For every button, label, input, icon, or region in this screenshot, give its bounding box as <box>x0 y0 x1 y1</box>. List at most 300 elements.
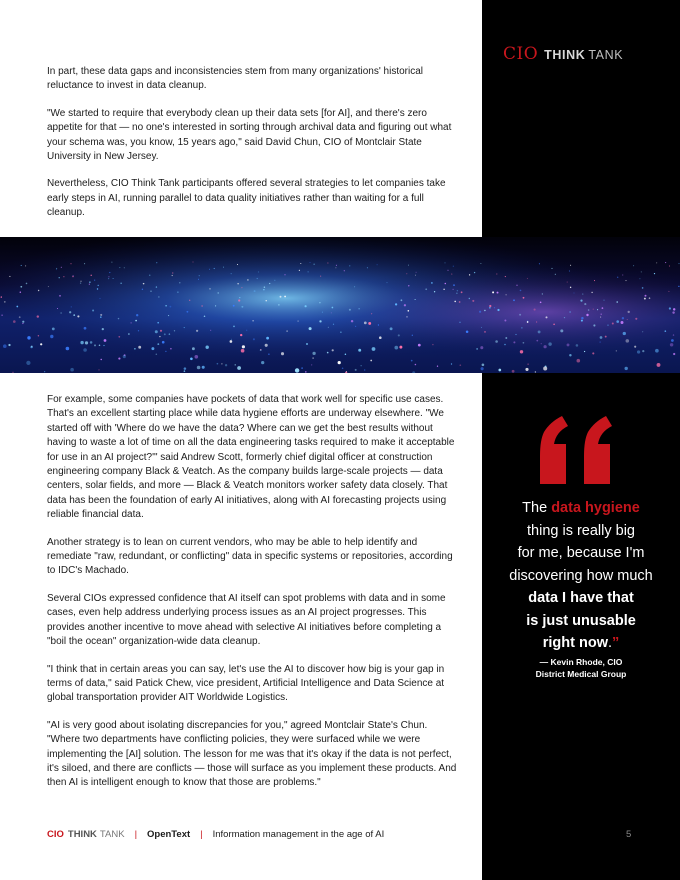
data-particle <box>80 281 82 283</box>
data-particle <box>654 273 655 274</box>
data-particle <box>332 307 334 309</box>
data-particle <box>626 339 630 343</box>
data-particle <box>206 346 209 349</box>
data-particle <box>335 267 336 268</box>
data-particle <box>555 274 556 275</box>
data-particle <box>111 262 112 263</box>
data-particle <box>118 336 120 338</box>
data-particle <box>540 301 542 303</box>
data-particle <box>138 330 139 331</box>
data-particle <box>361 365 362 366</box>
data-particle <box>233 305 235 307</box>
data-particle <box>235 364 236 365</box>
data-particle <box>496 273 497 274</box>
data-particle <box>621 321 624 324</box>
data-particle <box>85 341 88 344</box>
data-particle <box>165 305 167 307</box>
data-particle <box>497 292 499 294</box>
data-particle <box>202 366 205 369</box>
data-particle <box>459 322 460 323</box>
data-particle <box>72 275 73 276</box>
data-particle <box>164 333 166 335</box>
data-particle <box>673 334 674 335</box>
data-particle <box>482 363 485 366</box>
data-particle <box>201 305 203 307</box>
data-particle <box>551 268 552 269</box>
data-particle <box>119 267 120 268</box>
data-particle <box>481 327 482 328</box>
data-particle <box>13 320 16 323</box>
data-particle <box>459 364 461 366</box>
data-particle <box>359 308 360 309</box>
data-particle <box>215 305 216 306</box>
data-particle <box>284 296 286 298</box>
data-particle <box>544 345 547 348</box>
data-particle <box>20 291 21 292</box>
data-particle <box>577 359 581 363</box>
data-particle <box>264 286 265 287</box>
data-particle <box>588 309 590 311</box>
data-particle <box>331 312 332 313</box>
data-particle <box>484 310 485 311</box>
data-particle <box>281 352 284 355</box>
data-particle <box>513 299 515 301</box>
data-particle <box>512 370 515 373</box>
data-particle <box>564 317 565 318</box>
data-particle <box>104 339 107 342</box>
data-particle <box>657 363 661 367</box>
data-particle <box>61 267 62 268</box>
data-particle <box>210 330 211 331</box>
data-particle <box>56 268 57 269</box>
data-particle <box>231 339 232 340</box>
data-particle <box>204 315 206 317</box>
data-particle <box>481 367 484 370</box>
data-particle <box>214 268 215 269</box>
data-particle <box>355 369 357 371</box>
quote-highlight: data hygiene <box>551 500 640 516</box>
data-particle <box>494 307 495 308</box>
data-particle <box>584 351 585 352</box>
open-quote-icon <box>482 410 680 500</box>
data-particle <box>504 344 506 346</box>
data-particle <box>233 326 235 328</box>
data-particle <box>633 265 634 266</box>
data-particle <box>77 315 79 317</box>
data-particle <box>123 355 126 358</box>
data-particle <box>193 262 194 263</box>
data-particle <box>241 287 242 288</box>
data-particle <box>266 337 269 340</box>
data-particle <box>239 297 240 298</box>
data-particle <box>607 325 608 326</box>
data-particle <box>548 342 551 345</box>
data-particle <box>601 314 602 315</box>
data-particle <box>527 363 528 364</box>
data-particle <box>238 299 240 301</box>
data-particle <box>378 324 379 325</box>
data-particle <box>38 290 39 291</box>
data-particle <box>197 366 201 370</box>
data-particle <box>591 292 592 293</box>
data-particle <box>209 288 210 289</box>
data-particle <box>9 276 10 277</box>
data-particle <box>639 278 640 279</box>
data-particle <box>174 330 175 331</box>
data-particle <box>349 309 351 311</box>
body-paragraph-3: Several CIOs expressed confidence that AI itself can spot problems with data and in some cases, even help address underlying process issues as an AI project progresses. This provides another incentive to move ahead with selective AI initiatives before completing a "boil the ocean" organization-wide data cleanup. <box>47 592 446 648</box>
data-particle <box>319 320 321 322</box>
data-particle <box>48 286 49 287</box>
pull-quote <box>492 497 670 655</box>
data-particle <box>567 343 570 346</box>
data-particle <box>59 277 60 278</box>
data-particle <box>155 330 158 333</box>
data-particles-image <box>0 237 680 373</box>
body-paragraph-2: Another strategy is to lean on current vendors, who may be able to help identify and remediate "raw, redundant, or conflicting" data in specific systems or repositories, according to IDC's Machado. <box>47 536 453 577</box>
data-particle <box>668 291 669 292</box>
data-particle <box>231 273 232 274</box>
data-particle <box>3 344 7 348</box>
data-particle <box>8 344 10 346</box>
data-particle <box>19 316 21 318</box>
data-particle <box>102 328 104 330</box>
data-particle <box>370 360 372 362</box>
data-particle <box>505 294 506 295</box>
data-particle <box>669 265 670 266</box>
data-particle <box>168 315 169 316</box>
data-particle <box>297 320 298 321</box>
data-particle <box>172 275 173 276</box>
data-particle <box>603 300 604 301</box>
data-particle <box>92 309 94 311</box>
data-particle <box>118 358 120 360</box>
data-particle <box>525 368 528 371</box>
data-particle <box>437 366 438 367</box>
intro-text <box>47 65 461 234</box>
data-particle <box>314 264 315 265</box>
data-particle <box>513 341 515 343</box>
data-particle <box>505 276 506 277</box>
data-particle <box>408 265 409 266</box>
data-particle <box>669 307 671 309</box>
data-particle <box>184 327 185 328</box>
data-particle <box>451 273 452 274</box>
data-particle <box>665 330 667 332</box>
data-particle <box>386 282 387 283</box>
data-particle <box>642 287 644 289</box>
body-text <box>47 393 461 804</box>
data-particle <box>25 265 26 266</box>
data-particle <box>237 283 238 284</box>
data-particle <box>136 314 138 316</box>
data-particle <box>580 300 582 302</box>
data-particle <box>349 265 350 266</box>
data-particle <box>265 344 268 347</box>
data-particle <box>456 293 457 294</box>
data-particle <box>196 330 198 332</box>
data-particle <box>342 367 344 369</box>
data-particle <box>254 290 256 292</box>
data-particle <box>322 312 323 313</box>
data-particle <box>586 314 588 316</box>
data-particle <box>190 357 193 360</box>
data-particle <box>305 371 307 373</box>
data-particle <box>194 355 198 359</box>
data-particle <box>22 323 23 324</box>
data-particle <box>261 361 264 364</box>
data-particle <box>301 367 303 369</box>
data-particle <box>237 366 241 370</box>
data-particle <box>57 308 58 309</box>
data-particle <box>159 336 160 337</box>
data-particle <box>100 316 101 317</box>
data-particle <box>184 370 186 372</box>
data-particle <box>98 285 99 286</box>
data-particle <box>280 296 282 298</box>
data-particle <box>274 280 275 281</box>
data-particle <box>472 300 474 302</box>
data-particle <box>377 264 378 265</box>
data-particle <box>172 272 173 273</box>
data-particle <box>97 288 98 289</box>
data-particle <box>504 320 506 322</box>
data-particle <box>230 340 233 343</box>
data-particle <box>252 320 254 322</box>
data-particle <box>645 295 647 297</box>
body-paragraph-1: For example, some companies have pockets of data that work well for specific use cases. That's an excellent starting place while data hygiene efforts are underway elsewhere. "We started off with 'Where do we have the data? Where can we get the best results without having to waste a lot of time on all the data engineering tasks required to make it acceptable for use in an AI project?'" said Andrew Scott, formerly chief digital officer at construction engineering company Black & Veatch. As the company builds large-scale projects — data centers, solar fields, and more — Black & Veatch monitors worker safety data closely. That data has been the foundation of early AI initiatives, along with AI forecasting projects using reliable financial data. <box>47 394 455 521</box>
data-particle <box>358 349 361 352</box>
data-particle <box>37 315 39 317</box>
data-particle <box>150 290 152 292</box>
data-particle <box>573 292 574 293</box>
footer-title: Information management in the age of AI <box>212 829 385 840</box>
data-particle <box>103 345 104 346</box>
data-particle <box>492 291 494 293</box>
data-particle <box>308 271 309 272</box>
attribution-org: District Medical Group <box>535 669 627 679</box>
data-particle <box>320 276 321 277</box>
data-particle <box>672 311 674 313</box>
data-particle <box>469 274 470 275</box>
data-particle <box>327 352 329 354</box>
data-particle <box>162 341 165 344</box>
data-particle <box>169 333 171 335</box>
data-particle <box>237 264 238 265</box>
data-particle <box>69 311 71 313</box>
data-particle <box>593 324 595 326</box>
data-particle <box>108 278 109 279</box>
data-particle <box>221 363 222 364</box>
data-particle <box>480 346 483 349</box>
data-particle <box>26 283 28 285</box>
logo-cio: CIO <box>503 44 539 64</box>
data-particle <box>569 271 570 272</box>
data-particle <box>655 349 659 353</box>
data-particle <box>246 330 247 331</box>
data-particle <box>138 346 141 349</box>
data-particle <box>179 282 180 283</box>
data-particle <box>109 272 110 273</box>
data-particle <box>451 363 452 364</box>
quote-line-6: is just unusable <box>526 612 636 629</box>
data-particle <box>70 368 74 372</box>
data-particle <box>641 271 642 272</box>
data-particle <box>445 262 446 263</box>
data-particle <box>263 289 264 290</box>
data-particle <box>56 269 57 270</box>
data-particle <box>432 344 433 345</box>
quote-line-4: discovering how much <box>509 567 653 584</box>
data-particle <box>576 344 579 347</box>
sidebar-top-panel <box>482 0 680 237</box>
data-particle <box>50 335 53 338</box>
intro-paragraph-1: In part, these data gaps and inconsistencies stem from many organizations' historical reluctance to invest in data cleanup. <box>47 66 423 92</box>
data-particle <box>497 309 499 311</box>
data-particle <box>678 286 679 287</box>
data-particle <box>418 344 421 347</box>
data-particle <box>593 309 594 310</box>
data-particle <box>52 327 55 330</box>
attribution-name: — Kevin Rhode, CIO <box>539 657 623 667</box>
data-particle <box>523 342 525 344</box>
data-particle <box>84 263 85 264</box>
data-particle <box>170 306 172 308</box>
data-particle <box>80 341 83 344</box>
data-particle <box>545 316 547 318</box>
data-particle <box>535 371 536 372</box>
data-particle <box>401 299 403 301</box>
data-particle <box>560 329 563 332</box>
footer-think: THINK <box>67 829 97 840</box>
data-particle <box>642 331 643 332</box>
data-particle <box>143 283 145 285</box>
data-particle <box>415 299 416 300</box>
data-particle <box>184 367 187 370</box>
data-particle <box>27 336 30 339</box>
data-particle <box>367 267 368 268</box>
data-particle <box>582 294 583 295</box>
data-particle <box>542 293 543 294</box>
data-particle <box>479 311 481 313</box>
data-particle <box>134 348 136 350</box>
data-particle <box>336 265 337 266</box>
data-particle <box>476 348 478 350</box>
data-particle <box>305 305 307 307</box>
data-particle <box>505 337 507 339</box>
data-particle <box>149 275 150 276</box>
data-particle <box>404 304 406 306</box>
data-particle <box>4 301 6 303</box>
data-particle <box>351 320 353 322</box>
data-particle <box>157 343 159 345</box>
data-particle <box>527 278 528 279</box>
data-particle <box>538 330 541 333</box>
data-particle <box>600 336 603 339</box>
data-particle <box>309 327 312 330</box>
data-particle <box>515 334 516 335</box>
data-particle <box>594 280 595 281</box>
data-particle <box>679 263 680 264</box>
data-particle <box>217 292 218 293</box>
data-particle <box>165 351 166 352</box>
data-particle <box>644 298 646 300</box>
data-particle <box>443 289 444 290</box>
data-particle <box>600 317 601 318</box>
intro-paragraph-3: Nevertheless, CIO Think Tank participants offered several strategies to let companies take early steps in AI, running parallel to data quality initiatives rather than waiting for a full cleanup. <box>47 178 446 219</box>
footer-opentext: OpenText <box>147 829 191 840</box>
data-particle <box>242 345 245 348</box>
data-particle <box>622 317 624 319</box>
data-particle <box>89 284 90 285</box>
data-particle <box>415 275 416 276</box>
data-particle <box>83 348 87 352</box>
data-particle <box>260 349 262 351</box>
data-particle <box>616 320 619 323</box>
data-particle <box>634 346 636 348</box>
data-particle <box>151 347 154 350</box>
data-particle <box>44 371 45 372</box>
data-particle <box>94 344 96 346</box>
data-particle <box>523 297 525 299</box>
quote-attribution <box>492 656 670 680</box>
data-particle <box>22 321 24 323</box>
logo-think: THINK <box>544 48 586 62</box>
data-particle <box>160 330 162 332</box>
data-particle <box>364 369 365 370</box>
data-particle <box>338 361 341 364</box>
data-particle <box>628 311 630 313</box>
data-particle <box>394 346 398 350</box>
data-particle <box>553 324 555 326</box>
data-particle <box>113 278 114 279</box>
data-particle <box>26 361 30 365</box>
data-particle <box>602 307 604 309</box>
data-particle <box>411 360 413 362</box>
data-particle <box>118 318 119 319</box>
data-particle <box>649 297 651 299</box>
data-particle <box>399 346 402 349</box>
data-particle <box>448 270 449 271</box>
data-particle <box>379 336 382 339</box>
data-particle <box>344 270 345 271</box>
data-particle <box>656 262 657 263</box>
data-particle <box>108 276 109 277</box>
data-particle <box>480 263 481 264</box>
data-particle <box>355 326 356 327</box>
body-paragraph-5: "AI is very good about isolating discrepancies for you," agreed Montclair State's Chun. "Where two departments have conflicting policies, they were surfaced while we were implementing the [AI] solution. The lesson for me was that it's okay if the data is not perfect, it's siloed, and there are conflicts — those will surface as you implement these products. And then AI is intelligent enough to know that those are problems." <box>47 719 457 789</box>
data-particle <box>398 334 400 336</box>
data-particle <box>371 313 372 314</box>
data-particle <box>299 270 300 271</box>
data-particle <box>372 347 376 351</box>
data-particle <box>80 282 81 283</box>
data-particle <box>59 295 60 296</box>
data-particle <box>616 350 617 351</box>
page-footer <box>47 829 384 840</box>
data-particle <box>570 265 571 266</box>
data-particle <box>89 281 91 283</box>
data-particle <box>332 349 334 351</box>
data-particle <box>521 327 522 328</box>
data-particle <box>534 309 536 311</box>
data-particle <box>94 280 95 281</box>
data-particle <box>412 335 413 336</box>
data-particle <box>199 275 200 276</box>
data-particle <box>16 306 18 308</box>
data-particle <box>156 353 158 355</box>
data-particle <box>605 336 607 338</box>
